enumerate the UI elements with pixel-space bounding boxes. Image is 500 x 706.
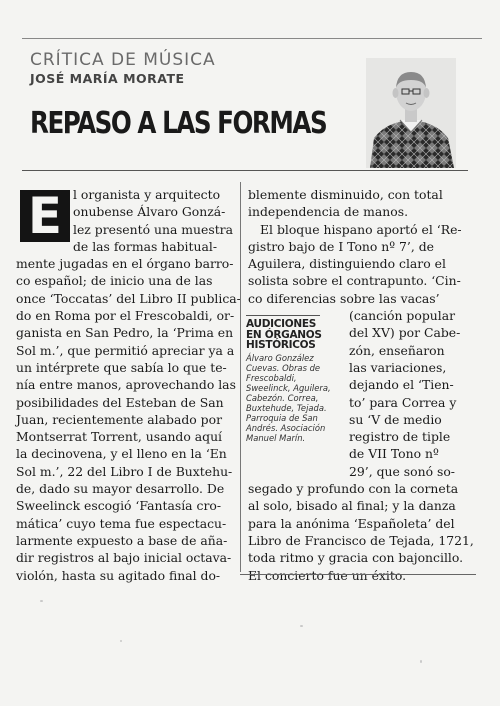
sidebar-body-line: Cabezón. Correa, bbox=[246, 392, 319, 403]
text-line: dejando el ‘Tien- bbox=[349, 377, 454, 393]
scan-speck bbox=[300, 625, 303, 627]
text-line: nía entre manos, aprovechando las bbox=[16, 377, 236, 393]
text-line: segado y profundo con la corneta bbox=[248, 481, 459, 497]
section-label: CRÍTICA DE MÚSICA bbox=[30, 50, 216, 70]
sidebar-body-line: Buxtehude, Tejada. bbox=[246, 402, 327, 413]
text-line: larmente expuesto a base de aña- bbox=[16, 532, 228, 548]
concert-info-box bbox=[246, 315, 338, 443]
text-line: El bloque hispano aportó el ‘Re- bbox=[260, 221, 462, 237]
text-line: l organista y arquitecto bbox=[73, 187, 221, 202]
top-rule bbox=[22, 38, 482, 39]
text-line: Juan, recientemente alabado por bbox=[16, 411, 222, 427]
text-line: para la anónima ‘Españoleta’ del bbox=[248, 515, 455, 531]
text-line: once ‘Toccatas’ del Libro II publica- bbox=[16, 290, 241, 306]
text-line: registro de tiple bbox=[349, 429, 451, 445]
sidebar-title-line: HISTÓRICOS bbox=[246, 339, 316, 351]
text-line: mente jugadas en el órgano barro- bbox=[16, 256, 234, 272]
scan-speck bbox=[420, 660, 422, 663]
sidebar-body-line: Frescobaldi, bbox=[246, 372, 297, 383]
text-line: Aguilera, distinguiendo claro el bbox=[248, 256, 446, 272]
text-line: del XV) por Cabe- bbox=[349, 325, 461, 341]
text-line: to’ para Correa y bbox=[349, 394, 457, 410]
scan-speck bbox=[40, 600, 43, 602]
text-line: de, dado su mayor desarrollo. De bbox=[16, 481, 225, 497]
text-line: violón, hasta su agitado final do- bbox=[16, 567, 221, 583]
text-line: Montserrat Torrent, usando aquí bbox=[16, 429, 223, 445]
text-line: do en Roma por el Frescobaldi, or- bbox=[16, 308, 235, 324]
text-line: 29’, que sonó so- bbox=[349, 463, 455, 479]
sidebar-title-line: AUDICIONES bbox=[246, 318, 317, 330]
text-line: mática’ cuyo tema fue espectacu- bbox=[16, 515, 227, 531]
text-line: un intérprete que sabía lo que te- bbox=[16, 359, 227, 375]
author-photo bbox=[366, 58, 456, 168]
text-line: onubense Álvaro Gonzá- bbox=[73, 204, 226, 220]
sidebar-body-line: Sweelinck, Aguilera, bbox=[246, 382, 331, 393]
text-line: lez presentó una muestra bbox=[73, 221, 233, 237]
sidebar-rule bbox=[246, 315, 320, 316]
text-line: zón, enseñaron bbox=[349, 342, 445, 358]
header-rule bbox=[22, 170, 468, 171]
headline: REPASO A LAS FORMAS bbox=[30, 106, 327, 141]
sidebar-body-line: Manuel Marín. bbox=[246, 432, 306, 443]
sidebar-body bbox=[246, 353, 338, 443]
text-line: las variaciones, bbox=[349, 359, 447, 375]
text-line: ganista en San Pedro, la ‘Prima en bbox=[16, 325, 234, 341]
text-line: co diferencias sobre las vacas’ bbox=[248, 290, 440, 306]
text-line: El concierto fue un éxito. bbox=[248, 567, 407, 583]
left-column bbox=[16, 186, 241, 584]
text-line: blemente disminuido, con total bbox=[248, 187, 443, 202]
text-line: Sol m.’, 22 del Libro I de Buxtehu- bbox=[16, 463, 233, 479]
author-byline: JOSÉ MARÍA MORATE bbox=[30, 71, 185, 86]
text-line: dir registros al bajo inicial octava- bbox=[16, 550, 232, 566]
text-line: posibilidades del Esteban de San bbox=[16, 394, 224, 410]
text-line: co español; de inicio una de las bbox=[16, 273, 213, 289]
sidebar-body-line: Andrés. Asociación bbox=[246, 422, 326, 433]
text-line: Sweelinck escogió ‘Fantasía cro- bbox=[16, 498, 222, 514]
text-line: (canción popular bbox=[349, 308, 455, 324]
text-line: de VII Tono nº bbox=[349, 446, 439, 462]
text-line: Libro de Francisco de Tejada, 1721, bbox=[248, 532, 474, 548]
text-line: gistro bajo de I Tono nº 7’, de bbox=[248, 238, 434, 254]
bottom-rule bbox=[240, 574, 476, 575]
column-divider bbox=[240, 182, 241, 572]
sidebar-body-line: Álvaro González bbox=[246, 352, 314, 363]
text-line: solista sobre el contrapunto. ‘Cin- bbox=[248, 273, 461, 289]
sidebar-body-line: Parroquia de San bbox=[246, 412, 318, 423]
text-line: al solo, bisado al final; y la danza bbox=[248, 498, 456, 514]
text-line: su ‘V de medio bbox=[349, 411, 442, 427]
text-line: toda ritmo y gracia con bajoncillo. bbox=[248, 550, 464, 566]
text-line: independencia de manos. bbox=[248, 204, 409, 220]
text-line: Sol m.’, que permitió apreciar ya a bbox=[16, 342, 235, 358]
sidebar-title bbox=[246, 319, 338, 351]
sidebar-body-line: Cuevas. Obras de bbox=[246, 362, 321, 373]
text-line: la decinovena, y el lleno en la ‘En bbox=[16, 446, 227, 462]
sidebar-title-line: EN ÓRGANOS bbox=[246, 328, 322, 341]
scan-speck bbox=[120, 640, 122, 642]
drop-cap: E bbox=[20, 190, 70, 242]
text-line: de las formas habitual- bbox=[73, 238, 218, 254]
